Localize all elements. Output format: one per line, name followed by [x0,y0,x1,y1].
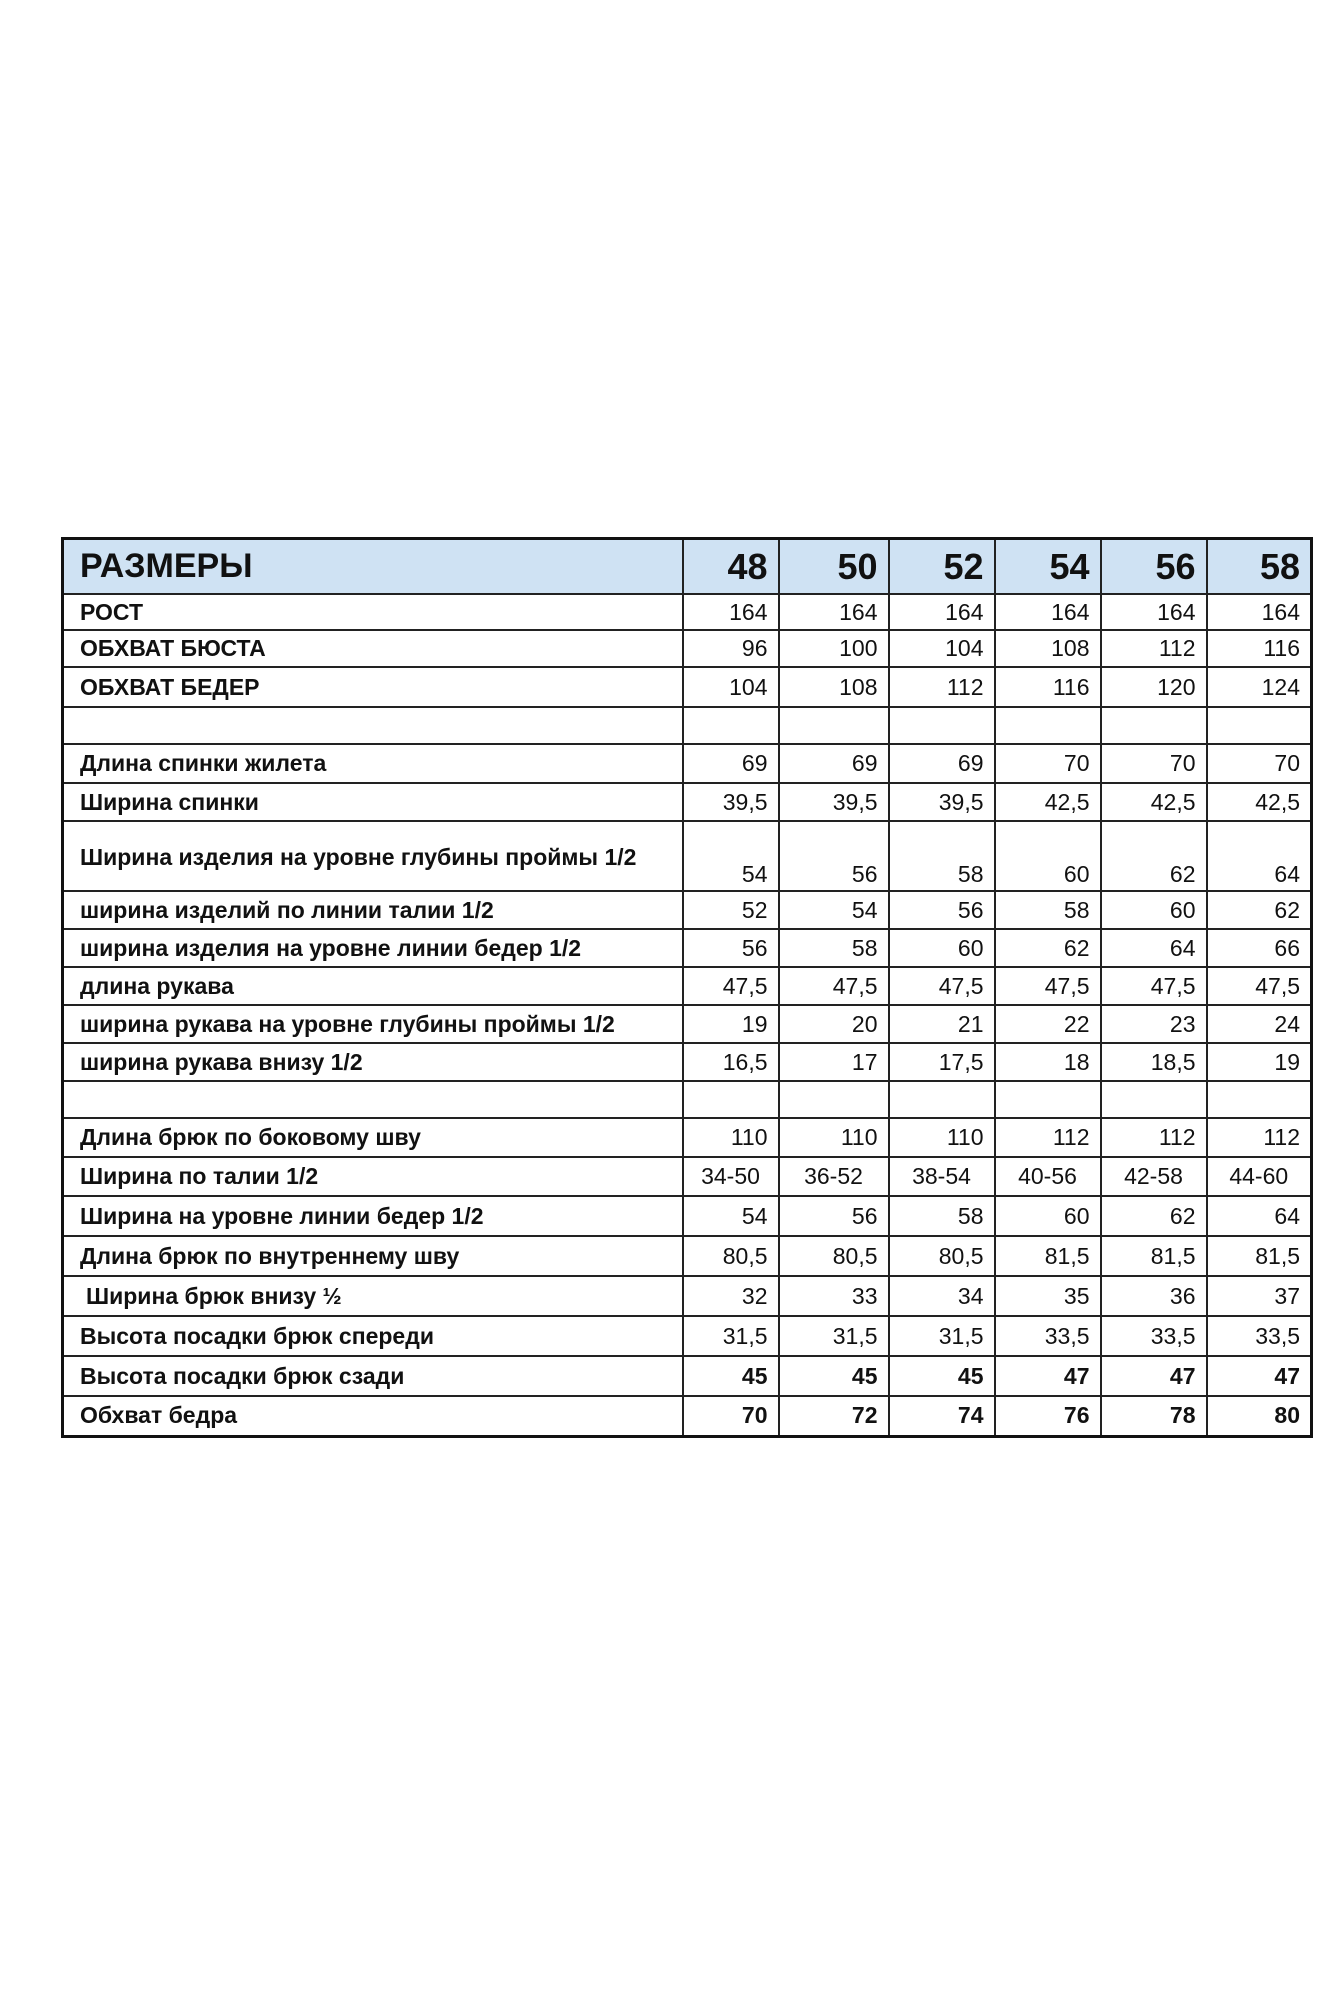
row-value: 112 [1207,1118,1312,1157]
row-value: 33,5 [1207,1316,1312,1356]
row-label [63,707,683,744]
row-label: Длина брюк по внутреннему шву [63,1236,683,1276]
row-label: ширина рукава внизу 1/2 [63,1043,683,1081]
row-value: 36 [1101,1276,1207,1316]
row-value: 62 [995,929,1101,967]
row-value: 108 [995,630,1101,667]
row-label: Ширина на уровне линии бедер 1/2 [63,1196,683,1236]
table-row [63,1316,1312,1356]
table-row [63,1005,1312,1043]
row-value: 39,5 [683,783,779,821]
row-value: 22 [995,1005,1101,1043]
table-row [63,1276,1312,1316]
row-value: 78 [1101,1396,1207,1436]
row-value: 56 [779,1196,889,1236]
row-label: Длина спинки жилета [63,744,683,783]
row-value: 81,5 [1207,1236,1312,1276]
row-value: 70 [683,1396,779,1436]
row-value: 108 [779,667,889,707]
row-value [1101,707,1207,744]
row-value: 80,5 [889,1236,995,1276]
row-value: 40-56 [995,1157,1101,1196]
row-value: 112 [995,1118,1101,1157]
size-chart-table [61,537,1313,1438]
row-value: 96 [683,630,779,667]
row-label: ОБХВАТ БЕДЕР [63,667,683,707]
row-label [63,1081,683,1118]
table-row [63,929,1312,967]
table-row [63,1396,1312,1436]
row-value: 31,5 [779,1316,889,1356]
row-value: 112 [1101,1118,1207,1157]
table-row [63,1043,1312,1081]
table-row [63,1157,1312,1196]
row-label: РОСТ [63,594,683,630]
row-value: 164 [995,594,1101,630]
row-value: 47 [1101,1356,1207,1396]
row-value: 39,5 [889,783,995,821]
row-value: 112 [889,667,995,707]
size-56: 56 [1101,539,1207,595]
row-label: Высота посадки брюк сзади [63,1356,683,1396]
row-value: 31,5 [683,1316,779,1356]
row-value: 104 [683,667,779,707]
row-value [995,707,1101,744]
row-value: 37 [1207,1276,1312,1316]
table-row [63,1356,1312,1396]
row-label: ширина изделий по линии талии 1/2 [63,891,683,929]
table-row [63,1118,1312,1157]
row-value [779,707,889,744]
row-value: 42,5 [1101,783,1207,821]
row-value: 31,5 [889,1316,995,1356]
row-value: 64 [1207,1196,1312,1236]
row-value: 33,5 [1101,1316,1207,1356]
row-value: 17 [779,1043,889,1081]
size-48: 48 [683,539,779,595]
row-value: 62 [1101,1196,1207,1236]
row-value: 110 [683,1118,779,1157]
row-value: 80 [1207,1396,1312,1436]
row-value [1101,1081,1207,1118]
size-50: 50 [779,539,889,595]
row-value: 76 [995,1396,1101,1436]
row-value: 20 [779,1005,889,1043]
row-value: 74 [889,1396,995,1436]
row-value: 64 [1101,929,1207,967]
row-value: 81,5 [995,1236,1101,1276]
row-label: Обхват бедра [63,1396,683,1436]
row-value: 34-50 [683,1157,779,1196]
row-value: 116 [1207,630,1312,667]
row-value: 34 [889,1276,995,1316]
row-value: 47 [995,1356,1101,1396]
row-value: 23 [1101,1005,1207,1043]
row-value: 80,5 [683,1236,779,1276]
row-value: 17,5 [889,1043,995,1081]
row-value: 42-58 [1101,1157,1207,1196]
row-value [683,1081,779,1118]
row-value: 64 [1207,821,1312,891]
row-value: 42,5 [995,783,1101,821]
row-value [683,707,779,744]
row-value: 38-54 [889,1157,995,1196]
table-row [63,1081,1312,1118]
row-value: 58 [889,1196,995,1236]
row-value: 45 [889,1356,995,1396]
row-value: 70 [1207,744,1312,783]
row-value: 24 [1207,1005,1312,1043]
row-value: 35 [995,1276,1101,1316]
row-value: 69 [889,744,995,783]
row-value: 120 [1101,667,1207,707]
row-value: 45 [683,1356,779,1396]
row-value: 60 [889,929,995,967]
row-value: 60 [1101,891,1207,929]
row-value: 18,5 [1101,1043,1207,1081]
row-value [1207,707,1312,744]
row-value: 19 [1207,1043,1312,1081]
row-value: 110 [889,1118,995,1157]
table-row [63,967,1312,1005]
row-value: 80,5 [779,1236,889,1276]
row-value: 58 [779,929,889,967]
table-row [63,667,1312,707]
row-value: 19 [683,1005,779,1043]
row-value: 47,5 [1101,967,1207,1005]
row-value: 45 [779,1356,889,1396]
table-row [63,1196,1312,1236]
row-value: 62 [1207,891,1312,929]
row-value: 164 [1207,594,1312,630]
row-value: 104 [889,630,995,667]
row-label: ширина изделия на уровне линии бедер 1/2 [63,929,683,967]
size-52: 52 [889,539,995,595]
table-row [63,821,1312,891]
row-value: 164 [683,594,779,630]
table-row [63,744,1312,783]
row-value: 164 [889,594,995,630]
row-value [889,707,995,744]
row-label: Ширина по талии 1/2 [63,1157,683,1196]
row-value: 58 [995,891,1101,929]
header-label: РАЗМЕРЫ [63,539,683,595]
row-value [779,1081,889,1118]
row-label: Длина брюк по боковому шву [63,1118,683,1157]
row-value: 47,5 [683,967,779,1005]
row-value: 52 [683,891,779,929]
row-value: 56 [683,929,779,967]
table-row [63,707,1312,744]
row-value: 56 [779,821,889,891]
row-value: 33,5 [995,1316,1101,1356]
size-54: 54 [995,539,1101,595]
table-row [63,891,1312,929]
row-value: 124 [1207,667,1312,707]
row-value: 56 [889,891,995,929]
row-value: 42,5 [1207,783,1312,821]
row-value: 54 [779,891,889,929]
table-row [63,783,1312,821]
row-label: ОБХВАТ БЮСТА [63,630,683,667]
row-value: 70 [1101,744,1207,783]
row-value: 33 [779,1276,889,1316]
row-label: Высота посадки брюк спереди [63,1316,683,1356]
row-value: 66 [1207,929,1312,967]
size-58: 58 [1207,539,1312,595]
row-label: длина рукава [63,967,683,1005]
row-value [889,1081,995,1118]
row-value: 60 [995,1196,1101,1236]
row-value: 47,5 [1207,967,1312,1005]
row-value: 39,5 [779,783,889,821]
row-value: 69 [683,744,779,783]
row-value: 62 [1101,821,1207,891]
row-value: 116 [995,667,1101,707]
row-value: 112 [1101,630,1207,667]
row-value: 47 [1207,1356,1312,1396]
row-value: 47,5 [889,967,995,1005]
row-value: 81,5 [1101,1236,1207,1276]
row-value: 44-60 [1207,1157,1312,1196]
row-value: 60 [995,821,1101,891]
row-label: ширина рукава на уровне глубины проймы 1/2 [63,1005,683,1043]
row-value: 47,5 [779,967,889,1005]
row-value: 32 [683,1276,779,1316]
table-row [63,630,1312,667]
row-value: 69 [779,744,889,783]
row-value: 58 [889,821,995,891]
row-label: Ширина спинки [63,783,683,821]
row-label: Ширина брюк внизу ½ [63,1276,683,1316]
row-value: 70 [995,744,1101,783]
row-value [1207,1081,1312,1118]
row-value: 18 [995,1043,1101,1081]
row-value: 72 [779,1396,889,1436]
row-value: 54 [683,821,779,891]
row-value: 36-52 [779,1157,889,1196]
table-row [63,594,1312,630]
row-value: 54 [683,1196,779,1236]
row-label: Ширина изделия на уровне глубины проймы 1/2 [63,821,683,891]
row-value: 47,5 [995,967,1101,1005]
header-row [63,539,1312,595]
row-value: 21 [889,1005,995,1043]
row-value: 164 [779,594,889,630]
row-value: 16,5 [683,1043,779,1081]
row-value: 110 [779,1118,889,1157]
row-value [995,1081,1101,1118]
row-value: 100 [779,630,889,667]
table-row [63,1236,1312,1276]
row-value: 164 [1101,594,1207,630]
